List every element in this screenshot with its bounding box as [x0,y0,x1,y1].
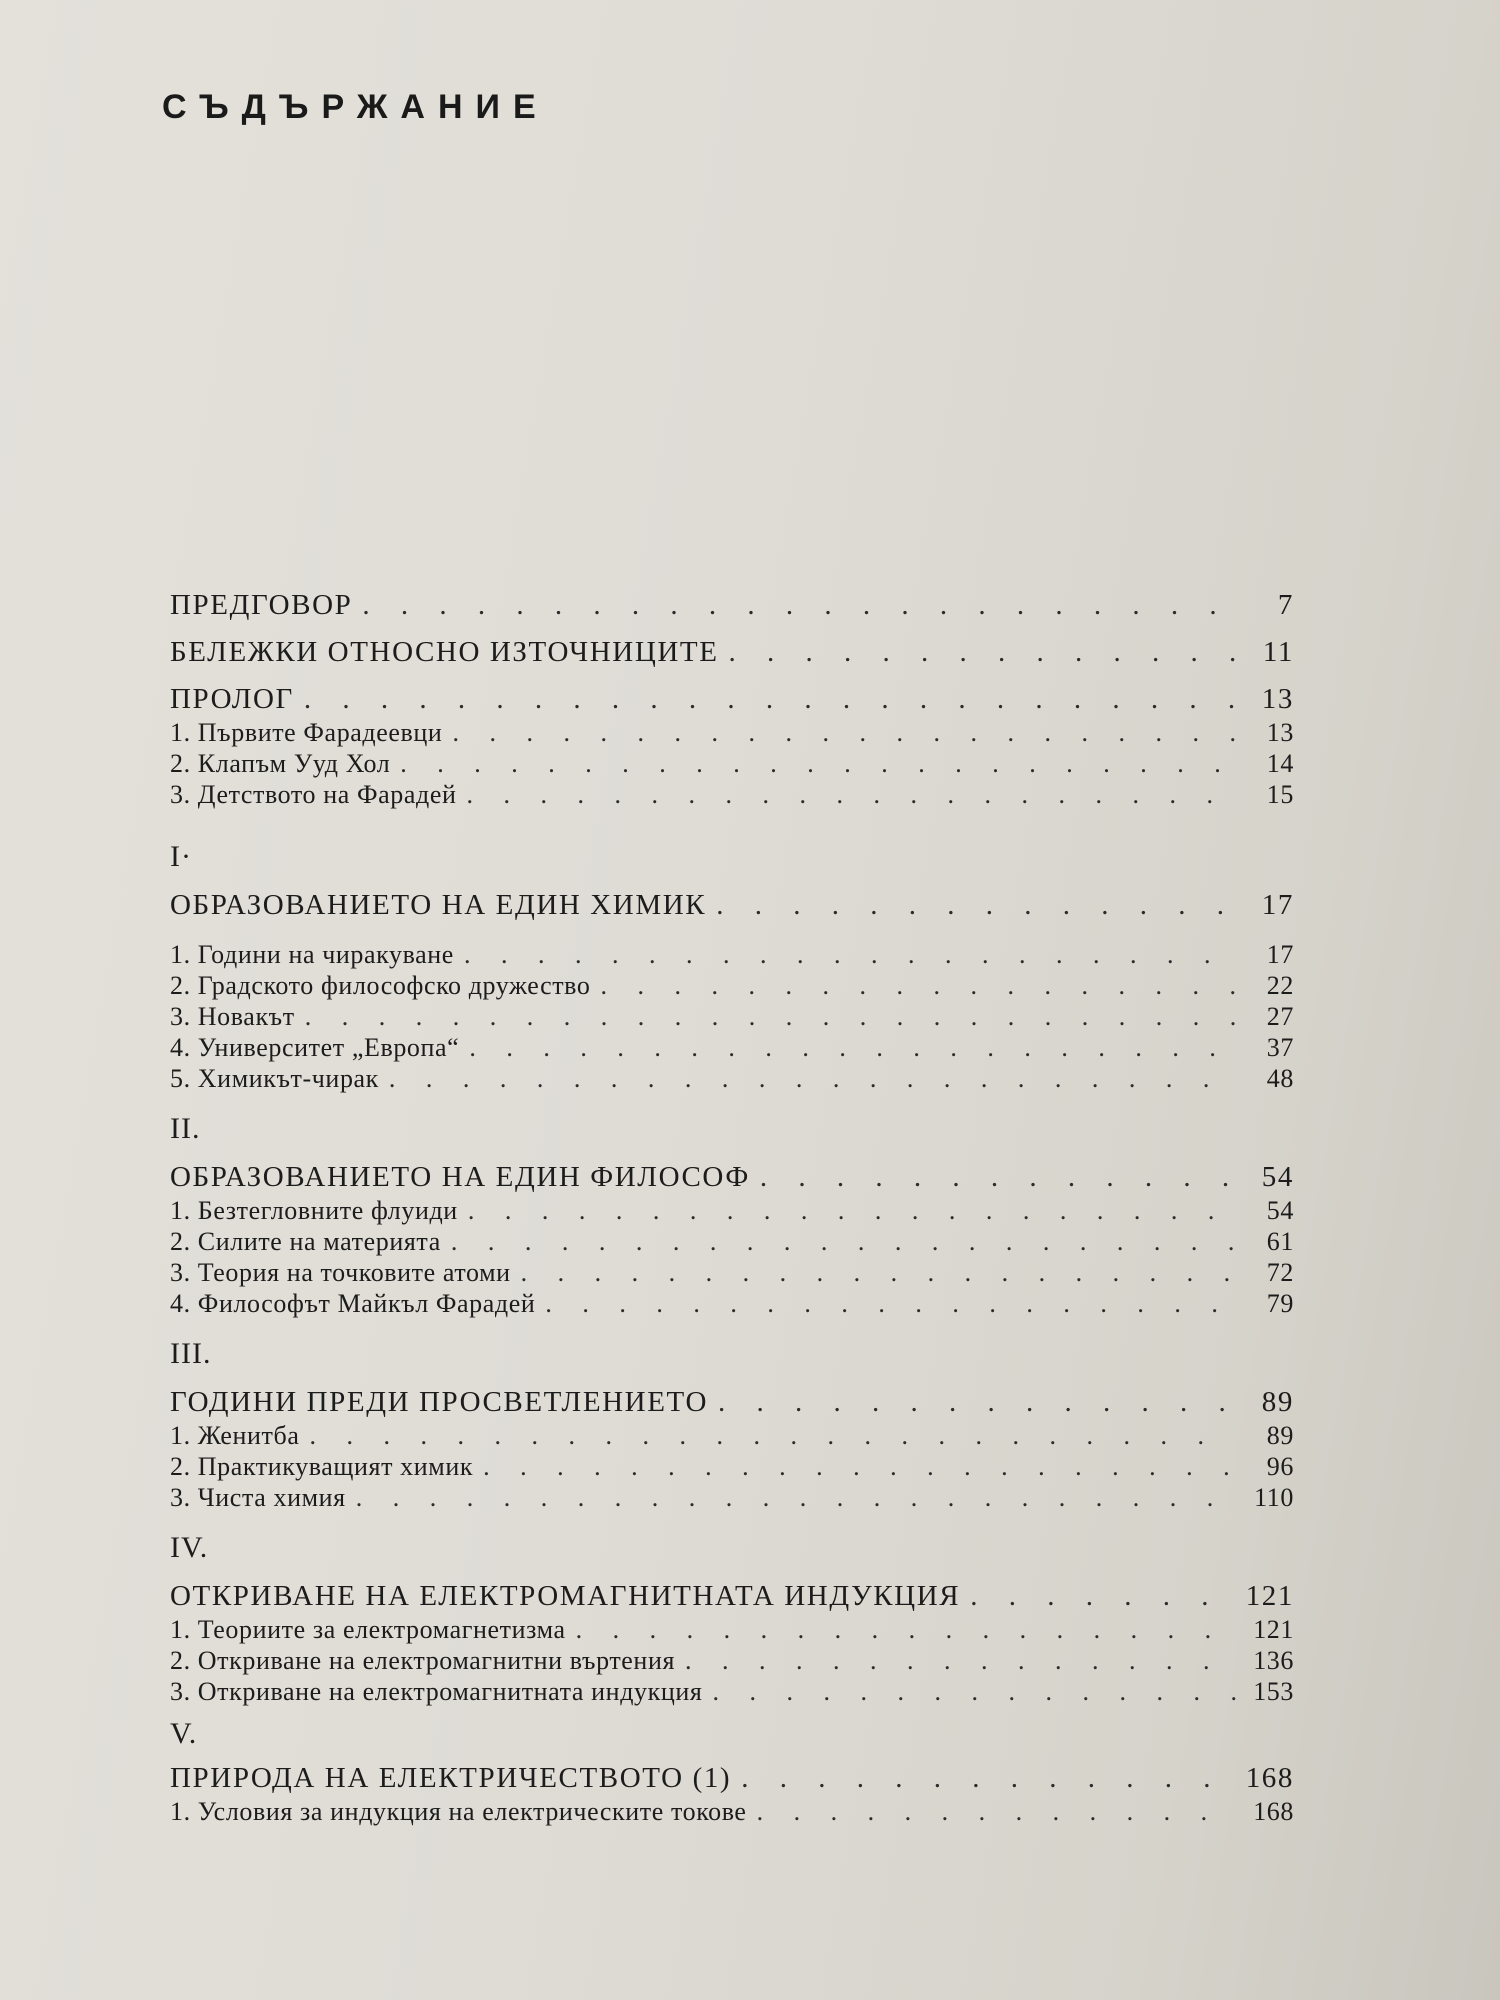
toc-page-number: 96 [1266,1452,1294,1481]
toc-entry-label: БЕЛЕЖКИ ОТНОСНО ИЗТОЧНИЦИТЕ [170,636,719,668]
dot-leader [729,635,1236,670]
toc-subentry [170,970,1294,1001]
toc-subentry [170,1645,1294,1676]
toc-page-number: 54 [1266,1196,1294,1225]
toc-page-number: 22 [1266,971,1294,1000]
chapter-number: I· [170,840,192,873]
toc-subentry [170,1614,1294,1645]
dot-leader [483,1451,1236,1482]
toc-page-number: 121 [1253,1615,1294,1644]
dot-leader [309,1420,1236,1451]
toc-entry-label: 2. Силите на материята [170,1227,441,1256]
toc-page-number: 89 [1261,1386,1294,1418]
toc-subentry [170,779,1294,810]
dot-leader [741,1761,1235,1796]
chapter-title: ГОДИНИ ПРЕДИ ПРОСВЕТЛЕНИЕТО [170,1386,709,1418]
toc-entry-label: 1. Теориите за електромагнетизма [170,1615,566,1644]
toc-page-number: 168 [1253,1797,1294,1826]
toc-entry-label: 3. Детството на Фарадей [170,780,457,809]
toc-subentry [170,1482,1294,1513]
toc-entry-label: 1. Първите Фарадеевци [170,718,443,747]
toc-page-number: 17 [1266,940,1294,969]
dot-leader [389,1063,1236,1094]
toc-entry-label: 3. Откриване на електромагнитната индукция [170,1677,703,1706]
chapter-number: III. [170,1337,212,1370]
toc-entry-label: 1. Безтегловните флуиди [170,1196,458,1225]
chapter-title-entry [170,1579,1294,1614]
dot-leader [757,1796,1236,1827]
toc-page-number: 48 [1266,1064,1294,1093]
toc-subentry [170,1195,1294,1226]
chapter-number: II. [170,1112,201,1145]
toc-page-number: 121 [1245,1580,1294,1612]
toc-page-number: 17 [1261,889,1294,921]
dot-leader [718,1385,1236,1420]
toc-subentry [170,1451,1294,1482]
toc-entry-label: ПРОЛОГ [170,683,294,715]
toc-entry-label: 4. Философът Майкъл Фарадей [170,1289,536,1318]
toc-entry-label: 5. Химикът-чирак [170,1064,379,1093]
toc-entry-label: ПРЕДГОВОР [170,589,353,621]
toc-page-number: 79 [1266,1289,1294,1318]
toc-subentry [170,1796,1294,1827]
toc-page-number: 13 [1266,718,1294,747]
dot-leader [362,588,1236,623]
toc-entry-label: 1. Женитба [170,1421,300,1450]
toc-page-number: 11 [1262,636,1294,668]
toc-entry-sources [170,635,1294,670]
toc-page-number: 54 [1261,1161,1294,1193]
toc-entry-label: 2. Градското философско дружество [170,971,591,1000]
chapter-title: ОТКРИВАНЕ НА ЕЛЕКТРОМАГНИТНАТА ИНДУКЦИЯ [170,1580,961,1612]
toc-page-number: 168 [1245,1762,1294,1794]
dot-leader [467,779,1236,810]
dot-leader [464,939,1236,970]
toc-subentry [170,1676,1294,1707]
chapter-title: ПРИРОДА НА ЕЛЕКТРИЧЕСТВОТО (1) [170,1762,732,1794]
chapter-title-entry [170,1385,1294,1420]
toc-page-number: 15 [1266,780,1294,809]
toc-subentry [170,748,1294,779]
dot-leader [356,1482,1236,1513]
toc-entry-label: 3. Новакът [170,1002,295,1031]
toc-subentry [170,939,1294,970]
toc-subentry [170,1420,1294,1451]
dot-leader [576,1614,1236,1645]
dot-leader [970,1579,1235,1614]
toc-entry-prologue [170,682,1294,717]
toc-page-number: 89 [1266,1421,1294,1450]
toc-page-number: 61 [1266,1227,1294,1256]
toc-page-number: 153 [1253,1677,1294,1706]
toc-entry-preface [170,588,1294,623]
dot-leader [305,1001,1236,1032]
dot-leader [760,1160,1236,1195]
dot-leader [304,682,1236,717]
chapter-title: ОБРАЗОВАНИЕТО НА ЕДИН ФИЛОСОФ [170,1161,750,1193]
toc-subentry [170,1288,1294,1319]
toc-subentry [170,1001,1294,1032]
chapter-number: IV. [170,1531,209,1564]
dot-leader [468,1195,1236,1226]
toc-page-number: 27 [1266,1002,1294,1031]
dot-leader [452,717,1236,748]
dot-leader [400,748,1236,779]
dot-leader [451,1226,1236,1257]
toc-page-number: 37 [1266,1033,1294,1062]
toc-page-number: 13 [1261,683,1294,715]
toc-page-number: 110 [1254,1483,1294,1512]
chapter-title-entry [170,888,1294,923]
chapter-title-entry [170,1761,1294,1796]
toc-page-number: 7 [1277,589,1294,621]
toc-page-number: 14 [1266,749,1294,778]
toc-entry-label: 4. Университет „Европа“ [170,1033,460,1062]
toc-entry-label: 1. Условия за индукция на електрическите токове [170,1797,747,1826]
toc-subentry [170,1063,1294,1094]
toc-page-number: 72 [1266,1258,1294,1287]
dot-leader [469,1032,1236,1063]
toc-entry-label: 1. Години на чиракуване [170,940,454,969]
toc-entry-label: 3. Теория на точковите атоми [170,1258,511,1287]
chapter-number: V. [170,1717,198,1750]
chapter-title: ОБРАЗОВАНИЕТО НА ЕДИН ХИМИК [170,889,707,921]
dot-leader [521,1257,1236,1288]
dot-leader [712,1676,1236,1707]
dot-leader [600,970,1236,1001]
toc-page-number: 136 [1253,1646,1294,1675]
toc-subentry [170,1032,1294,1063]
toc-subentry [170,1257,1294,1288]
dot-leader [545,1288,1236,1319]
toc-entry-label: 2. Клапъм Ууд Хол [170,749,391,778]
toc-entry-label: 2. Практикуващият химик [170,1452,474,1481]
table-of-contents [170,588,1294,1827]
page-title: СЪДЪРЖАНИЕ [162,88,549,126]
toc-entry-label: 2. Откриване на електромагнитни въртения [170,1646,676,1675]
dot-leader [716,888,1236,923]
toc-entry-label: 3. Чиста химия [170,1483,346,1512]
toc-subentry [170,717,1294,748]
toc-subentry [170,1226,1294,1257]
dot-leader [685,1645,1236,1676]
chapter-title-entry [170,1160,1294,1195]
